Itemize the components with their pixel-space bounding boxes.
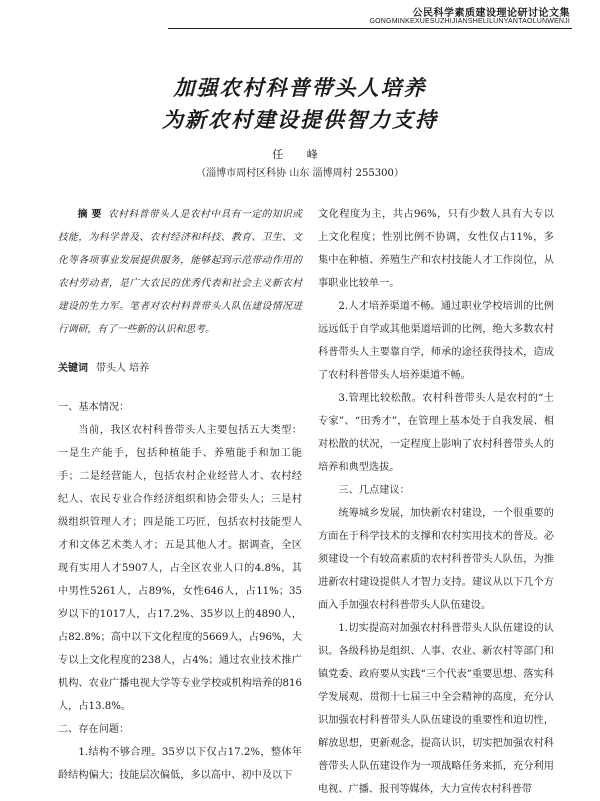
- keywords: [58, 357, 302, 380]
- keywords-text: 带头人 培养: [96, 363, 150, 374]
- header-rule: [168, 28, 572, 29]
- journal-pinyin: GONGMINKEXUESUZHIJIANSHELILUNYANTAOLUNWENJI: [369, 18, 570, 25]
- left-column: [58, 203, 302, 787]
- journal-title: 公民科学素质建设理论研讨论文集: [412, 8, 570, 19]
- right-column: [318, 203, 554, 801]
- section-3-paragraph-1: 统筹城乡发展，加快新农村建设，一个很重要的方面在于科学技术的支撑和农村实用技术的普及。必须建设一个有较高素质的农村科普带头人队伍，为推进新农村建设提供人才智力支持。建议从以下几个方面入手加强农村科普带头人队伍建设。: [318, 508, 554, 611]
- section-2-paragraph-2: 2.人才培养渠道不畅。通过职业学校培训的比例远远低于自学或其他渠道培训的比例，绝大多数农村科普带头人主要靠自学，师承的途径获得技术，造成了农村科普带头人培养渠道不畅。: [318, 301, 554, 381]
- section-2-paragraph-3: 3.管理比较松散。农村科普带头人是农村的“土专家”、“田秀才”，在管理上基本处于自我发展、相对松散的状况，一定程度上影响了农村科普带头人的培养和典型选拔。: [318, 393, 554, 473]
- title-line-1: 加强农村科普带头人培养: [173, 75, 427, 100]
- section-3-heading: 三、几点建议：: [338, 485, 410, 496]
- abstract: [58, 203, 302, 341]
- section-2-heading: 二、存在问题：: [58, 724, 130, 735]
- section-2-paragraph-1: 1.结构不够合理。35岁以下仅占17.2%，整体年龄结构偏大；技能层次偏低，多以高中、初中及以下: [58, 747, 302, 781]
- title-line-2: 为新农村建设提供智力支持: [162, 107, 438, 132]
- keywords-label: 关键词: [58, 363, 88, 374]
- section-1-heading: 一、基本情况：: [58, 402, 130, 413]
- paragraph-continued: 文化程度为主，共占96%，只有少数人具有大专以上文化程度；性别比例不协调，女性仅占11%，多集中在种植、养殖生产和农村技能人才工作岗位，从事职业比较单一。: [318, 209, 554, 289]
- affiliation: （淄博市周村区科协 山东 淄博周村 255300）: [196, 168, 404, 179]
- author: 任 峰: [272, 148, 328, 161]
- abstract-text: 农村科普带头人是农村中具有一定的知识或技能，为科学普及、农村经济和科技、教育、卫生、文化等各项事业发展提供服务，能够起到示范带动作用的农村劳动者，是广大农民的优秀代表和社会主义新农村建设的生力军。笔者对农村科普带头人队伍建设情况进行调研，有了一些新的认识和思考。: [58, 209, 302, 335]
- section-1-paragraph: 当前，我区农村科普带头人主要包括五大类型：一是生产能手，包括种植能手、养殖能手和加工能手；二是经营能人，包括农村企业经营人才、农村经纪人、农民专业合作经济组织和协会带头人；三是村级组织管理人才；四是能工巧匠，包括农村技能型人才和文体艺术类人才；五是其他人才。据调查，全区现有实用人才5907人，占全区农业人口的4.8%，其中男性5261人，占89%，女性646人，占11%；35岁以下的1017人，占17.2%、35岁以上的4890人，占82.8%；高中以下文化程度的5669人，占96%，大专以上文化程度的238人，占4%；通过农业技术推广机构、农业广播电视大学等专业学校或机构培养的816人，占13.8%。: [58, 425, 302, 712]
- abstract-label: 摘 要: [77, 209, 102, 220]
- section-3-paragraph-2: 1.切实提高对加强农村科普带头人队伍建设的认识。各级科协是组织、人事、农业、新农村等部门和镇党委、政府要从实践“三个代表”重要思想、落实科学发展观、贯彻十七届三中全会精神的高度，充分认识加强农村科普带头人队伍建设的重要性和迫切性，解放思想，更新观念，提高认识，切实把加强农村科普带头人队伍建设作为一项战略任务来抓，充分利用电视、广播、报刊等媒体，大力宣传农村科普带: [318, 623, 554, 795]
